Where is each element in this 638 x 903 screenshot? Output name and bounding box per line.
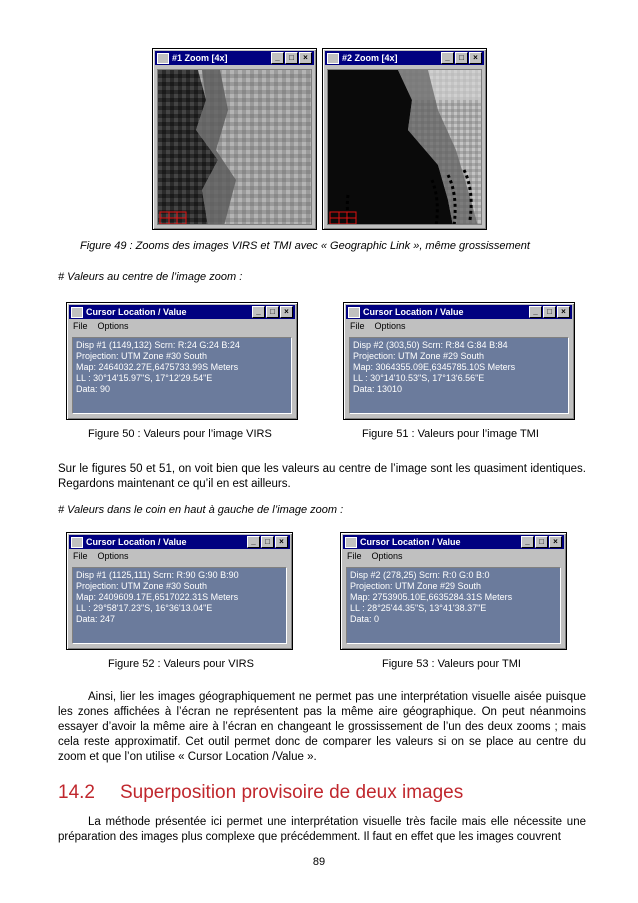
cursor-window-virs-corner[interactable] bbox=[66, 532, 293, 650]
cursor-window-title: Cursor Location / Value bbox=[360, 537, 461, 547]
figure-50-caption: Figure 50 : Valeurs pour l’image VIRS bbox=[88, 428, 272, 440]
map-line: Map: 3064355.09E,6345785.10S Meters bbox=[353, 362, 516, 372]
section-corner-label: # Valeurs dans le coin en haut à gauche de l’image zoom : bbox=[58, 504, 344, 516]
disp-line: Disp #2 (303,50) Scrn: R:84 G:84 B:84 bbox=[353, 340, 508, 350]
close-button[interactable]: × bbox=[275, 536, 288, 548]
ll-line: LL : 30°14'10.53"S, 17°13'6.56"E bbox=[353, 373, 485, 383]
data-line: Data: 247 bbox=[76, 614, 116, 624]
minimize-button[interactable]: _ bbox=[247, 536, 260, 548]
projection-line: Projection: UTM Zone #29 South bbox=[353, 351, 485, 361]
minimize-button[interactable]: _ bbox=[521, 536, 534, 548]
close-button[interactable]: × bbox=[549, 536, 562, 548]
zoom-window-2[interactable] bbox=[322, 48, 487, 230]
section-center-label: # Valeurs au centre de l’image zoom : bbox=[58, 271, 243, 283]
figure-49-caption: Figure 49 : Zooms des images VIRS et TMI avec « Geographic Link », même grossissement bbox=[80, 240, 530, 252]
cursor-window-tmi-corner[interactable] bbox=[340, 532, 567, 650]
zoom-window-1-title: #1 Zoom [4x] bbox=[172, 53, 228, 63]
projection-line: Projection: UTM Zone #29 South bbox=[350, 581, 482, 591]
window-icon bbox=[71, 537, 83, 548]
zoom-image-virs[interactable] bbox=[157, 69, 312, 225]
paragraph-method: La méthode présentée ici permet une interprétation visuelle très facile mais elle nécessite une préparation des images plus complexe que précédemment. Il faut en effet que les images couvrent bbox=[58, 816, 586, 843]
menu-options[interactable]: Options bbox=[374, 321, 406, 331]
cursor-values-panel bbox=[346, 567, 561, 644]
maximize-button[interactable]: □ bbox=[266, 306, 279, 318]
cursor-window-title: Cursor Location / Value bbox=[86, 537, 187, 547]
menu-file[interactable]: File bbox=[350, 321, 365, 331]
cursor-window-virs-center[interactable] bbox=[66, 302, 298, 420]
map-line: Map: 2409609.17E,6517022.31S Meters bbox=[76, 592, 239, 602]
figure-51-caption: Figure 51 : Valeurs pour l’image TMI bbox=[362, 428, 539, 440]
cursor-values-panel bbox=[72, 567, 287, 644]
maximize-button[interactable]: □ bbox=[535, 536, 548, 548]
close-button[interactable]: × bbox=[280, 306, 293, 318]
zoom-window-2-titlebar[interactable] bbox=[325, 51, 484, 65]
disp-line: Disp #2 (278,25) Scrn: R:0 G:0 B:0 bbox=[350, 570, 490, 580]
paragraph-comparison: Sur le figures 50 et 51, on voit bien que les valeurs au centre de l’image sont les quasiment identiques. Regardons maintenant ce qu’il en est ailleurs. bbox=[58, 463, 586, 490]
window-icon bbox=[157, 53, 169, 64]
satellite-image-tmi bbox=[328, 70, 482, 225]
page-number: 89 bbox=[312, 856, 326, 868]
maximize-button[interactable]: □ bbox=[455, 52, 468, 64]
zoom-window-1-titlebar[interactable] bbox=[155, 51, 314, 65]
paragraph-conclusion: Ainsi, lier les images géographiquement ne permet pas une interprétation visuelle aisée puisque les zones affichées à l’écran ne représentent pas la même aire géographique. On peut néanmoins essayer d’avoir la même aire à l’écran en changeant le grossissement de l’un des deux zooms ; mais cela reste approximatif. Cet outil permet donc de comparer les valeurs si on se place au centre du zoom et que l’on utilise « Cursor Location /Value ». bbox=[58, 691, 586, 763]
ll-line: LL : 29°58'17.23"S, 16°36'13.04"E bbox=[76, 603, 213, 613]
window-icon bbox=[348, 307, 360, 318]
data-line: Data: 0 bbox=[350, 614, 380, 624]
menu-file[interactable]: File bbox=[73, 551, 88, 561]
zoom-window-2-title: #2 Zoom [4x] bbox=[342, 53, 398, 63]
cursor-window-title: Cursor Location / Value bbox=[363, 307, 464, 317]
section-title: Superposition provisoire de deux images bbox=[120, 782, 464, 803]
projection-line: Projection: UTM Zone #30 South bbox=[76, 351, 208, 361]
map-line: Map: 2464032.27E,6475733.99S Meters bbox=[76, 362, 239, 372]
cursor-window-tmi-center[interactable] bbox=[343, 302, 575, 420]
menu-bar bbox=[67, 549, 292, 565]
data-line: Data: 90 bbox=[76, 384, 111, 394]
cursor-window-titlebar[interactable] bbox=[69, 535, 290, 549]
disp-line: Disp #1 (1125,111) Scrn: R:90 G:90 B:90 bbox=[76, 570, 239, 580]
cursor-values-panel bbox=[72, 337, 292, 414]
ll-line: LL : 30°14'15.97"S, 17°12'29.54"E bbox=[76, 373, 213, 383]
disp-line: Disp #1 (1149,132) Scrn: R:24 G:24 B:24 bbox=[76, 340, 240, 350]
section-number: 14.2 bbox=[58, 782, 95, 803]
close-button[interactable]: × bbox=[469, 52, 482, 64]
cursor-values-panel bbox=[349, 337, 569, 414]
maximize-button[interactable]: □ bbox=[543, 306, 556, 318]
zoom-window-1[interactable] bbox=[152, 48, 317, 230]
menu-options[interactable]: Options bbox=[371, 551, 403, 561]
cursor-window-title: Cursor Location / Value bbox=[86, 307, 187, 317]
figure-53-caption: Figure 53 : Valeurs pour TMI bbox=[382, 658, 521, 670]
cursor-window-titlebar[interactable] bbox=[343, 535, 564, 549]
map-line: Map: 2753905.10E,6635284.31S Meters bbox=[350, 592, 513, 602]
section-heading bbox=[58, 782, 463, 804]
close-button[interactable]: × bbox=[299, 52, 312, 64]
menu-bar bbox=[67, 319, 297, 335]
projection-line: Projection: UTM Zone #30 South bbox=[76, 581, 208, 591]
figure-52-caption: Figure 52 : Valeurs pour VIRS bbox=[108, 658, 254, 670]
menu-options[interactable]: Options bbox=[97, 321, 129, 331]
menu-file[interactable]: File bbox=[347, 551, 362, 561]
menu-options[interactable]: Options bbox=[97, 551, 129, 561]
zoom-image-tmi[interactable] bbox=[327, 69, 482, 225]
window-icon bbox=[71, 307, 83, 318]
close-button[interactable]: × bbox=[557, 306, 570, 318]
minimize-button[interactable]: _ bbox=[441, 52, 454, 64]
maximize-button[interactable]: □ bbox=[285, 52, 298, 64]
menu-bar bbox=[344, 319, 574, 335]
menu-file[interactable]: File bbox=[73, 321, 88, 331]
window-icon bbox=[327, 53, 339, 64]
minimize-button[interactable]: _ bbox=[271, 52, 284, 64]
maximize-button[interactable]: □ bbox=[261, 536, 274, 548]
cursor-window-titlebar[interactable] bbox=[346, 305, 572, 319]
data-line: Data: 13010 bbox=[353, 384, 403, 394]
cursor-window-titlebar[interactable] bbox=[69, 305, 295, 319]
minimize-button[interactable]: _ bbox=[252, 306, 265, 318]
satellite-image-virs bbox=[158, 70, 312, 225]
menu-bar bbox=[341, 549, 566, 565]
window-icon bbox=[345, 537, 357, 548]
minimize-button[interactable]: _ bbox=[529, 306, 542, 318]
ll-line: LL : 28°25'44.35"S, 13°41'38.37"E bbox=[350, 603, 487, 613]
